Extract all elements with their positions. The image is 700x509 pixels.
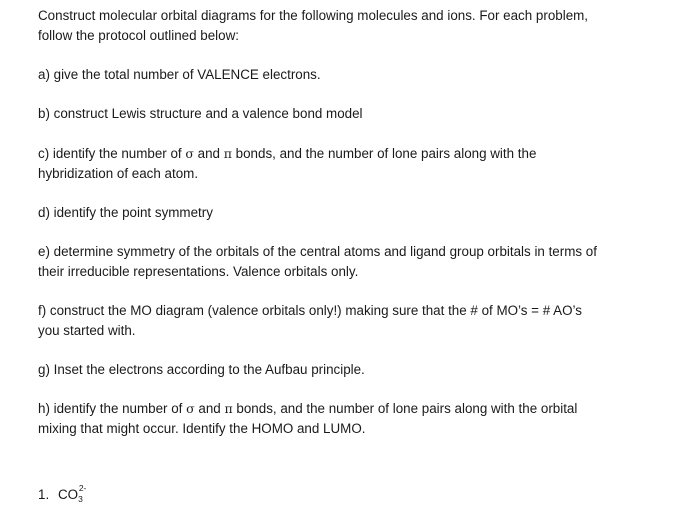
intro-line-1: Construct molecular orbital diagrams for the following molecules and ions. For each problem, xyxy=(38,8,589,23)
problem-1 xyxy=(38,478,86,509)
step-b: b) construct Lewis structure and a valence bond model xyxy=(38,106,363,121)
chemical-formula: CO xyxy=(58,487,79,502)
step-e-line-1: e) determine symmetry of the orbitals of the central atoms and ligand group orbitals in terms of xyxy=(38,244,597,259)
step-h-line-1 xyxy=(38,399,678,419)
ion-charge: 2- xyxy=(78,483,87,493)
problem-number: 1. xyxy=(38,487,50,502)
step-c-line-2: hybridization of each atom. xyxy=(38,166,199,181)
step-c-text-post: bonds, and the number of lone pairs along with the xyxy=(231,146,537,161)
sigma-symbol: σ xyxy=(185,146,194,161)
step-c-line-1 xyxy=(38,144,678,164)
sigma-symbol: σ xyxy=(186,401,195,416)
step-c-text-pre: c) identify the number of xyxy=(38,146,186,161)
step-h xyxy=(38,399,678,439)
formula-subscript: 3 xyxy=(78,494,83,504)
step-c-text-and: and xyxy=(193,146,224,161)
step-f-line-2: you started with. xyxy=(38,323,136,338)
step-e-line-2: their irreducible representations. Valence orbitals only. xyxy=(38,264,359,279)
step-h-text-pre: h) identify the number of xyxy=(38,401,187,416)
step-f-line-1: f) construct the MO diagram (valence orbitals only!) making sure that the # of MO’s = # AO’s xyxy=(38,303,582,318)
step-h-text-and: and xyxy=(194,401,225,416)
intro-paragraph xyxy=(38,6,678,46)
step-h-text-post: bonds, and the number of lone pairs along with the orbital xyxy=(232,401,578,416)
pi-symbol: π xyxy=(223,146,232,161)
step-e xyxy=(38,242,678,282)
step-d: d) identify the point symmetry xyxy=(38,205,213,220)
step-g: g) Inset the electrons according to the Aufbau principle. xyxy=(38,362,365,377)
instructions-document xyxy=(38,6,678,458)
pi-symbol: π xyxy=(224,401,233,416)
step-c xyxy=(38,144,678,184)
step-f xyxy=(38,301,678,341)
step-h-line-2: mixing that might occur. Identify the HOMO and LUMO. xyxy=(38,421,366,436)
intro-line-2: follow the protocol outlined below: xyxy=(38,28,239,43)
step-a: a) give the total number of VALENCE electrons. xyxy=(38,67,321,82)
